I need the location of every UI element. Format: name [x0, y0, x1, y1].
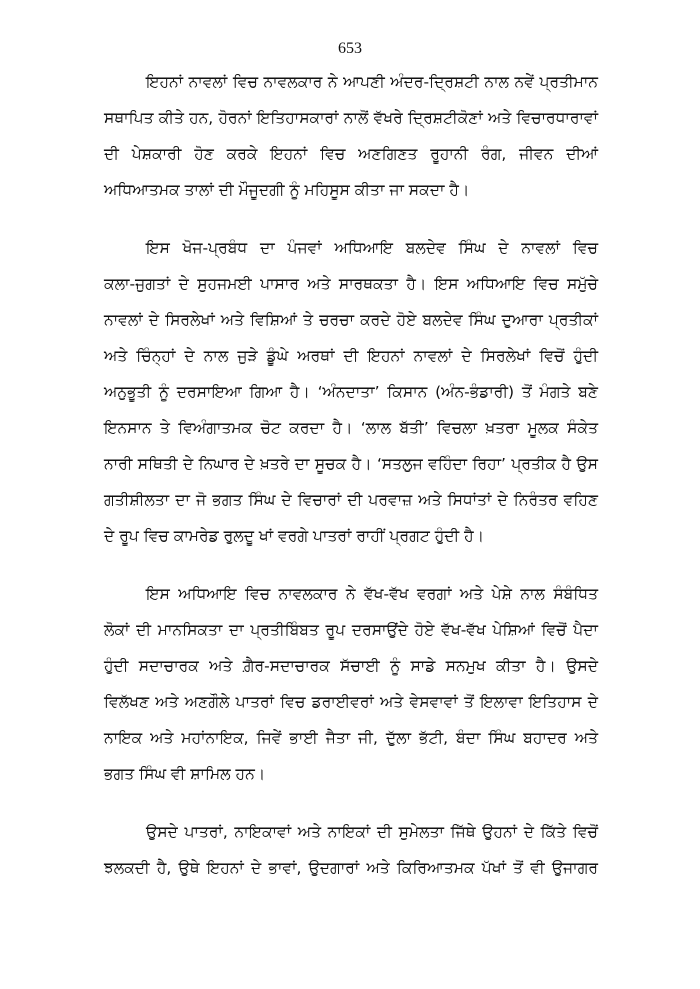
text-line: ਅਨੁਭੂਤੀ ਨੂੰ ਦਰਸਾਇਆ ਗਿਆ ਹੈ। ‘ਅੰਨਦਾਤਾ’ ਕਿਸਾਨ (ਅੰਨ-ਭੰਡਾਰੀ) ਤੋਂ ਮੰਗਤੇ ਬਣੇ [104, 383, 598, 401]
text-line: ਨਾਰੀ ਸਥਿਤੀ ਦੇ ਨਿਘਾਰ ਦੇ ਖ਼ਤਰੇ ਦਾ ਸੂਚਕ ਹੈ। ‘ਸਤਲੁਜ ਵਹਿੰਦਾ ਰਿਹਾ’ ਪ੍ਰਤੀਕ ਹੈ ਉਸ [104, 455, 598, 473]
text-line: ਝਲਕਦੀ ਹੈ, ਉਥੇ ਇਹਨਾਂ ਦੇ ਭਾਵਾਂ, ਉਦਗਾਰਾਂ ਅਤੇ ਕਿਰਿਆਤਮਕ ਪੱਖਾਂ ਤੋਂ ਵੀ ਉਜਾਗਰ [104, 859, 598, 877]
text-line: ਨਾਇਕ ਅਤੇ ਮਹਾਂਨਾਇਕ, ਜਿਵੇਂ ਭਾਈ ਜੈਤਾ ਜੀ, ਦੁੱਲਾ ਭੱਟੀ, ਬੰਦਾ ਸਿੰਘ ਬਹਾਦਰ ਅਤੇ [104, 729, 598, 747]
text-line: ਉਸਦੇ ਪਾਤਰਾਂ, ਨਾਇਕਾਵਾਂ ਅਤੇ ਨਾਇਕਾਂ ਦੀ ਸੁਮੇਲਤਾ ਜਿੱਥੇ ਉਹਨਾਂ ਦੇ ਕਿੱਤੇ ਵਿਚੋਂ [146, 823, 598, 841]
paragraph [104, 814, 598, 886]
document-body [104, 64, 598, 908]
text-line: ਅਤੇ ਚਿੰਨ੍ਹਾਂ ਦੇ ਨਾਲ ਜੁੜੇ ਡੂੰਘੇ ਅਰਥਾਂ ਦੀ ਇਹਨਾਂ ਨਾਵਲਾਂ ਦੇ ਸਿਰਲੇਖਾਂ ਵਿਚੋਂ ਹੁੰਦੀ [104, 347, 598, 365]
text-line: ਕਲਾ-ਜੁਗਤਾਂ ਦੇ ਸੁਹਜਮਈ ਪਾਸਾਰ ਅਤੇ ਸਾਰਥਕਤਾ ਹੈ। ਇਸ ਅਧਿਆਇ ਵਿਚ ਸਮੁੱਚੇ [104, 275, 598, 293]
text-line: ਇਸ ਅਧਿਆਇ ਵਿਚ ਨਾਵਲਕਾਰ ਨੇ ਵੱਖ-ਵੱਖ ਵਰਗਾਂ ਅਤੇ ਪੇਸ਼ੇ ਨਾਲ ਸੰਬੰਧਿਤ [146, 585, 598, 603]
paragraph [104, 64, 598, 208]
text-line: ਹੁੰਦੀ ਸਦਾਚਾਰਕ ਅਤੇ ਗ਼ੈਰ-ਸਦਾਚਾਰਕ ਸੱਚਾਈ ਨੂੰ ਸਾਡੇ ਸਨਮੁਖ ਕੀਤਾ ਹੈ। ਉਸਦੇ [104, 657, 598, 675]
text-line: ਇਨਸਾਨ ਤੇ ਵਿਅੰਗਾਤਮਕ ਚੋਟ ਕਰਦਾ ਹੈ। ‘ਲਾਲ ਬੱਤੀ’ ਵਿਚਲਾ ਖ਼ਤਰਾ ਮੂਲਕ ਸੰਕੇਤ [104, 419, 598, 437]
paragraph [104, 576, 598, 792]
text-line: ਸਥਾਪਿਤ ਕੀਤੇ ਹਨ, ਹੋਰਨਾਂ ਇਤਿਹਾਸਕਾਰਾਂ ਨਾਲੋਂ ਵੱਖਰੇ ਦ੍ਰਿਸ਼ਟੀਕੋਣਾਂ ਅਤੇ ਵਿਚਾਰਧਾਰਾਵਾਂ [104, 109, 598, 127]
text-line: ਇਹਨਾਂ ਨਾਵਲਾਂ ਵਿਚ ਨਾਵਲਕਾਰ ਨੇ ਆਪਣੀ ਅੰਦਰ-ਦ੍ਰਿਸ਼ਟੀ ਨਾਲ ਨਵੇਂ ਪ੍ਰਤੀਮਾਨ [146, 73, 598, 91]
page-number: 653 [338, 40, 362, 57]
text-line: ਗਤੀਸ਼ੀਲਤਾ ਦਾ ਜੋ ਭਗਤ ਸਿੰਘ ਦੇ ਵਿਚਾਰਾਂ ਦੀ ਪਰਵਾਜ਼ ਅਤੇ ਸਿਧਾਂਤਾਂ ਦੇ ਨਿਰੰਤਰ ਵਹਿਣ [104, 491, 598, 509]
text-line: ਇਸ ਖੋਜ-ਪ੍ਰਬੰਧ ਦਾ ਪੰਜਵਾਂ ਅਧਿਆਇ ਬਲਦੇਵ ਸਿੰਘ ਦੇ ਨਾਵਲਾਂ ਵਿਚ [146, 239, 598, 257]
text-line: ਦੇ ਰੂਪ ਵਿਚ ਕਾਮਰੇਡ ਰੁਲਦੂ ਖਾਂ ਵਰਗੇ ਪਾਤਰਾਂ ਰਾਹੀਂ ਪ੍ਰਗਟ ਹੁੰਦੀ ਹੈ। [104, 527, 485, 545]
text-line: ਦੀ ਪੇਸ਼ਕਾਰੀ ਹੋਣ ਕਰਕੇ ਇਹਨਾਂ ਵਿਚ ਅਣਗਿਣਤ ਰੂਹਾਨੀ ਰੰਗ, ਜੀਵਨ ਦੀਆਂ [104, 145, 598, 163]
text-line: ਵਿਲੱਖਣ ਅਤੇ ਅਣਗੌਲੇ ਪਾਤਰਾਂ ਵਿਚ ਡਰਾਈਵਰਾਂ ਅਤੇ ਵੇਸਵਾਵਾਂ ਤੋਂ ਇਲਾਵਾ ਇਤਿਹਾਸ ਦੇ [104, 693, 598, 711]
text-line: ਲੋਕਾਂ ਦੀ ਮਾਨਸਿਕਤਾ ਦਾ ਪ੍ਰਤੀਬਿੰਬਤ ਰੂਪ ਦਰਸਾਉਂਦੇ ਹੋਏ ਵੱਖ-ਵੱਖ ਪੇਸ਼ਿਆਂ ਵਿਚੋਂ ਪੈਦਾ [104, 621, 598, 639]
text-line: ਭਗਤ ਸਿੰਘ ਵੀ ਸ਼ਾਮਿਲ ਹਨ। [104, 765, 266, 783]
text-line: ਅਧਿਆਤਮਕ ਤਾਲਾਂ ਦੀ ਮੌਜੂਦਗੀ ਨੂੰ ਮਹਿਸੂਸ ਕੀਤਾ ਜਾ ਸਕਦਾ ਹੈ। [104, 181, 470, 199]
paragraph [104, 230, 598, 554]
text-line: ਨਾਵਲਾਂ ਦੇ ਸਿਰਲੇਖਾਂ ਅਤੇ ਵਿਸ਼ਿਆਂ ਤੇ ਚਰਚਾ ਕਰਦੇ ਹੋਏ ਬਲਦੇਵ ਸਿੰਘ ਦੁਆਰਾ ਪ੍ਰਤੀਕਾਂ [104, 311, 598, 329]
